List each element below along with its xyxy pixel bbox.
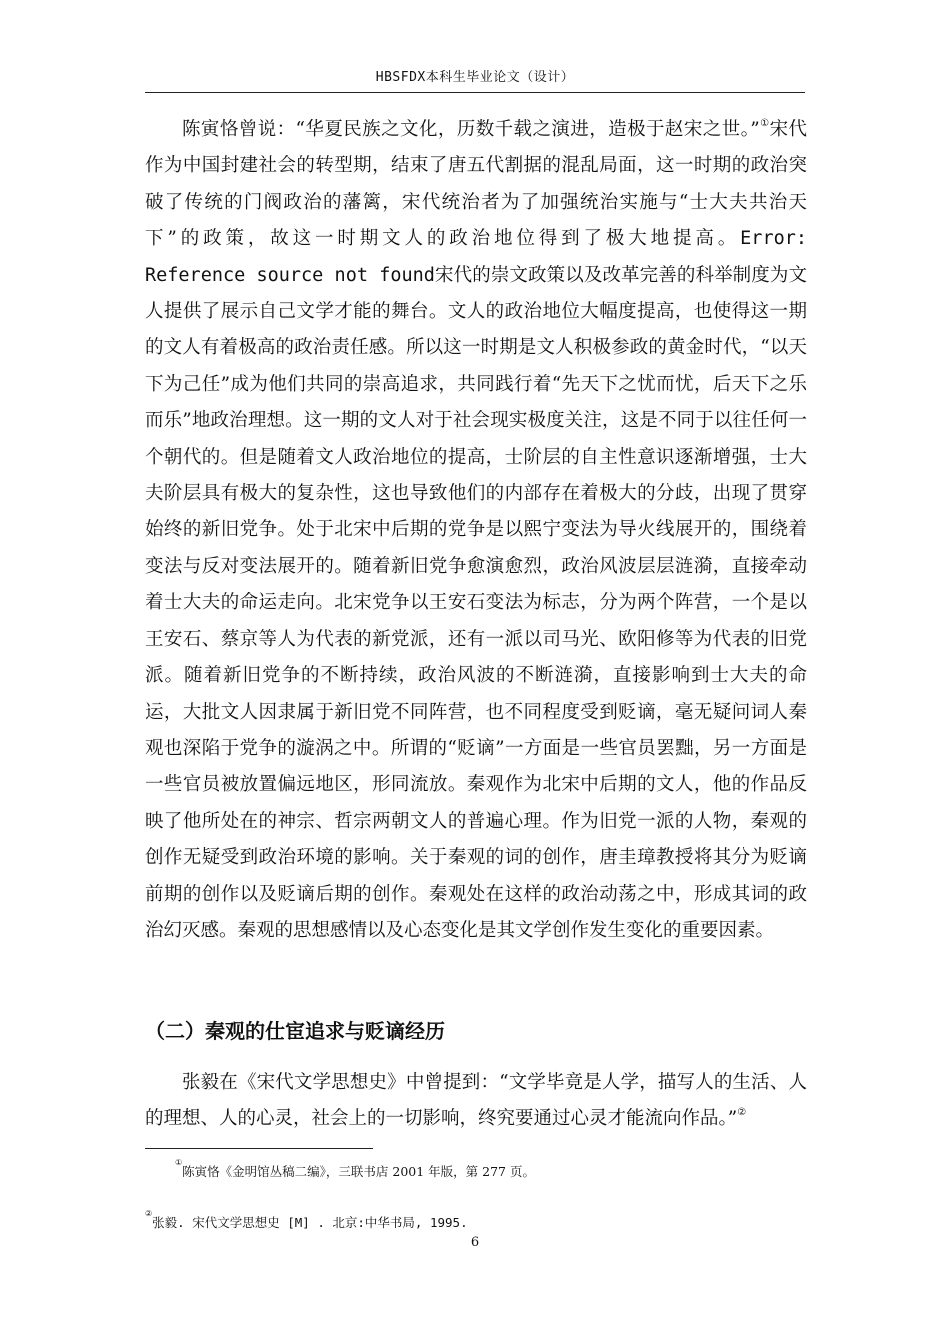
- section-heading: （二）秦观的仕宦追求与贬谪经历: [145, 1019, 445, 1043]
- footnote-2-mark: ②: [145, 1209, 153, 1218]
- reference-error-text: Error: Reference source not found: [145, 228, 807, 286]
- footnote-ref-2[interactable]: ②: [737, 1107, 747, 1119]
- paragraph-1-text-a: 陈寅恪曾说：“华夏民族之文化，历数千载之演进，造极于赵宋之世。”: [182, 119, 760, 140]
- paragraph-2-block: [145, 1065, 807, 1138]
- paragraph-1: [145, 112, 807, 949]
- footnote-2-text: 张毅. 宋代文学思想史 [M] . 北京:中华书局, 1995.: [152, 1215, 468, 1230]
- paragraph-1-text-c: 宋代的崇文政策以及改革完善的科举制度为文人提供了展示自己文学才能的舞台。文人的政治地位大幅度提高，也使得这一期的文人有着极高的政治责任感。所以这一时期是文人积极参政的黄金时代，“以天下为己任”成为他们共同的崇高追求，共同践行着“先天下之忧而忧，后天下之乐而乐”地政治理想。这一期的文人对于社会现实极度关注，这是不同于以往任何一个朝代的。但是随着文人政治地位的提高，士阶层的自主性意识逐渐增强，士大夫阶层具有极大的复杂性，这也导致他们的内部存在着极大的分歧，出现了贯穿始终的新旧党争。处于北宋中后期的党争是以熙宁变法为导火线展开的，围绕着变法与反对变法展开的。随着新旧党争愈演愈烈，政治风波层层涟漪，直接牵动着士大夫的命运走向。北宋党争以王安石变法为标志，分为两个阵营，一个是以王安石、蔡京等人为代表的新党派，还有一派以司马光、欧阳修等为代表的旧党派。随着新旧党争的不断持续，政治风波的不断涟漪，直接影响到士大夫的命运，大批文人因隶属于新旧党不同阵营，也不同程度受到贬谪，毫无疑问词人秦观也深陷于党争的漩涡之中。所谓的“贬谪”一方面是一些官员罢黜，另一方面是一些官员被放置偏远地区，形同流放。秦观作为北宋中后期的文人，他的作品反映了他所处在的神宗、哲宗两朝文人的普遍心理。作为旧党一派的人物，秦观的创作无疑受到政治环境的影响。关于秦观的词的创作，唐圭璋教授将其分为贬谪前期的创作以及贬谪后期的创作。秦观处在这样的政治动荡之中，形成其词的政治幻灭感。秦观的思想感情以及心态变化是其文学创作发生变化的重要因素。: [145, 264, 807, 941]
- paragraph-1-text-b: 宋代作为中国封建社会的转型期，结束了唐五代割据的混乱局面，这一时期的政治突破了传统的门阀政治的藩篱，宋代统治者为了加强统治实施与“士大夫共治天下”的政策，故这一时期文人的政治地位得到了极大地提高。: [145, 119, 807, 250]
- footnote-ref-1[interactable]: ①: [759, 118, 770, 129]
- footnote-1-mark: ①: [175, 1158, 183, 1167]
- running-header: HBSFDX本科生毕业论文（设计）: [375, 70, 575, 85]
- footnote-2: [145, 1209, 468, 1231]
- paragraph-2-text: 张毅在《宋代文学思想史》中曾提到：“文学毕竟是人学，描写人的生活、人的理想、人的心灵，社会上的一切影响，终究要通过心灵才能流向作品。”: [145, 1072, 807, 1130]
- paragraph-2: [145, 1065, 807, 1138]
- main-body: [145, 112, 807, 949]
- footnote-separator: [145, 1148, 373, 1149]
- footnote-1: [175, 1158, 535, 1180]
- header-rule: [145, 92, 805, 93]
- footnote-1-text: 陈寅恪《金明馆丛稿二编》，三联书店 2001 年版，第 277 页。: [182, 1164, 535, 1179]
- page-number: 6: [470, 1235, 480, 1250]
